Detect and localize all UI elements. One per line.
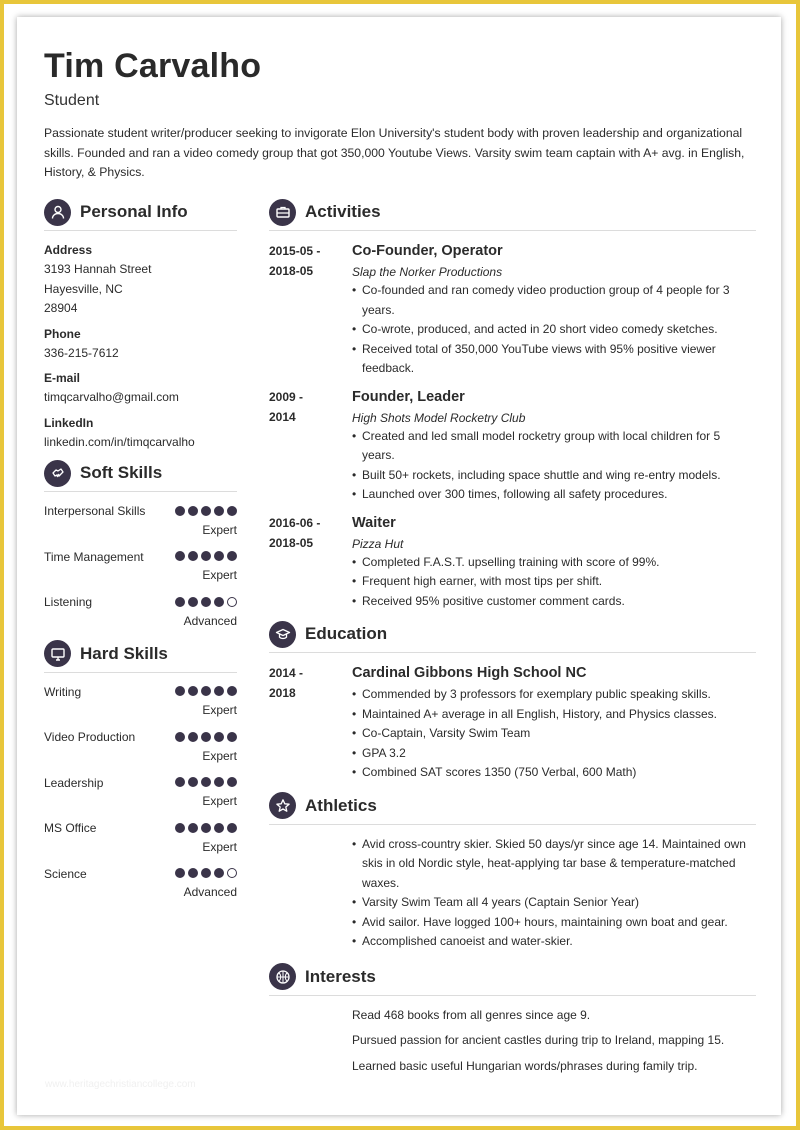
skill-item xyxy=(44,774,237,811)
rating-dot xyxy=(227,597,237,607)
skill-row xyxy=(44,502,237,522)
soft-skills-title: Soft Skills xyxy=(80,463,163,482)
entry-title: Co-Founder, Operator xyxy=(352,243,503,259)
education-section xyxy=(269,619,756,783)
user-icon xyxy=(44,199,71,226)
skill-rating xyxy=(175,819,237,833)
bullet-item: • Varsity Swim Team all 4 years (Captain Senior Year) xyxy=(352,893,756,913)
section-divider xyxy=(269,652,756,653)
rating-dot xyxy=(188,506,198,516)
date-end: 2014 xyxy=(269,409,296,424)
rating-dot xyxy=(201,868,211,878)
handshake-icon xyxy=(44,460,71,487)
rating-dot xyxy=(175,551,185,561)
skill-item xyxy=(44,502,237,539)
skill-item xyxy=(44,593,237,630)
rating-dot xyxy=(227,506,237,516)
skill-level: Expert xyxy=(202,703,237,717)
resume-name: Tim Carvalho xyxy=(44,47,262,85)
hard-skills-list xyxy=(44,683,237,902)
athletics-header xyxy=(269,791,756,821)
soft-skills-header xyxy=(44,458,237,488)
athletics-section xyxy=(269,791,756,952)
section-divider xyxy=(44,491,237,492)
skill-rating xyxy=(175,865,237,879)
skill-row xyxy=(44,774,237,794)
linkedin-label: LinkedIn xyxy=(44,415,94,430)
athletics-list xyxy=(352,835,756,952)
skill-name: Time Management xyxy=(44,549,144,564)
rating-dot xyxy=(188,868,198,878)
rating-dot xyxy=(188,686,198,696)
entry-organization: Pizza Hut xyxy=(352,536,404,551)
skill-row xyxy=(44,865,237,885)
skill-row xyxy=(44,819,237,839)
date-start: 2014 - xyxy=(269,666,304,680)
bullet-item: • Avid sailor. Have logged 100+ hours, maintaining own boat and gear. xyxy=(352,913,756,933)
skill-rating xyxy=(175,728,237,742)
bullet-list xyxy=(352,281,756,379)
hard-skills-section xyxy=(44,639,237,902)
bullet-item: • Maintained A+ average in all English, History, and Physics classes. xyxy=(352,705,756,725)
rating-dot xyxy=(188,823,198,833)
entry xyxy=(269,387,756,505)
bullet-item: • Received 95% positive customer comment cards. xyxy=(352,592,756,612)
skill-rating xyxy=(175,774,237,788)
section-divider xyxy=(44,672,237,673)
address-line: Hayesville, NC xyxy=(44,281,123,296)
email-block xyxy=(44,369,237,408)
watermark: www.heritagechristiancollege.com xyxy=(45,1079,196,1090)
education-list xyxy=(269,663,756,783)
skill-row xyxy=(44,683,237,703)
rating-dot xyxy=(175,777,185,787)
linkedin-block xyxy=(44,414,237,453)
skill-level: Expert xyxy=(202,568,237,582)
rating-dot xyxy=(214,868,224,878)
graduation-cap-icon xyxy=(269,621,296,648)
section-divider xyxy=(269,824,756,825)
rating-dot xyxy=(188,597,198,607)
briefcase-icon xyxy=(269,199,296,226)
skill-level: Advanced xyxy=(183,885,237,899)
rating-dot xyxy=(214,732,224,742)
rating-dot xyxy=(201,686,211,696)
entry-body xyxy=(352,387,756,505)
skill-level: Expert xyxy=(202,839,237,854)
skill-name: Leadership xyxy=(44,775,104,790)
bullet-item: • Launched over 300 times, following all safety procedures. xyxy=(352,485,756,505)
date-start: 2009 - xyxy=(269,389,304,404)
address-block xyxy=(44,241,237,319)
hard-skills-header xyxy=(44,639,237,669)
date-end: 2018 xyxy=(269,686,296,700)
skill-row xyxy=(44,548,237,568)
entry-date xyxy=(269,241,352,379)
entry-date xyxy=(269,387,352,505)
rating-dot xyxy=(227,732,237,742)
skill-name: Writing xyxy=(44,684,82,699)
entry xyxy=(269,241,756,379)
linkedin-value[interactable]: linkedin.com/in/timqcarvalho xyxy=(44,434,195,449)
rating-dot xyxy=(214,506,224,516)
rating-dot xyxy=(214,551,224,561)
athletics-title: Athletics xyxy=(305,795,377,815)
rating-dot xyxy=(201,777,211,787)
entry-date xyxy=(269,513,352,612)
star-icon xyxy=(269,792,296,819)
phone-block xyxy=(44,325,237,364)
hard-skills-title: Hard Skills xyxy=(80,643,168,663)
entry xyxy=(269,663,756,783)
entry-body xyxy=(352,663,756,783)
soft-skills-list xyxy=(44,502,237,630)
bullet-item: • Created and led small model rocketry group with local children for 5 years. xyxy=(352,427,756,466)
rating-dot xyxy=(188,551,198,561)
rating-dot xyxy=(175,686,185,696)
bullet-item: • Built 50+ rockets, including space shuttle and wing re-entry models. xyxy=(352,466,756,486)
rating-dot xyxy=(175,506,185,516)
rating-dot xyxy=(227,551,237,561)
entry-organization: Slap the Norker Productions xyxy=(352,265,503,279)
bullet-item: • GPA 3.2 xyxy=(352,744,756,764)
skill-item xyxy=(44,819,237,856)
skill-level: Expert xyxy=(202,748,237,763)
skill-level: Expert xyxy=(202,522,237,537)
left-column xyxy=(44,197,237,910)
bullet-item: • Completed F.A.S.T. upselling training with score of 99%. xyxy=(352,553,756,573)
date-start: 2016-06 - xyxy=(269,515,321,530)
bullet-item: • Co-wrote, produced, and acted in 20 short video comedy sketches. xyxy=(352,320,756,340)
date-end: 2018-05 xyxy=(269,535,314,550)
rating-dot xyxy=(227,777,237,787)
entry-body xyxy=(352,513,756,612)
skill-name: MS Office xyxy=(44,821,97,835)
date-start: 2015-05 - xyxy=(269,244,321,258)
right-column xyxy=(269,197,756,1082)
skill-rating xyxy=(175,548,237,562)
personal-info-title: Personal Info xyxy=(80,202,188,221)
skill-level: Advanced xyxy=(183,613,237,628)
rating-dot xyxy=(201,551,211,561)
bullet-item: • Co-founded and ran comedy video production group of 4 people for 3 years. xyxy=(352,281,756,320)
entry-date xyxy=(269,663,352,783)
interests-section xyxy=(269,962,756,1077)
email-value[interactable]: timqcarvalho@gmail.com xyxy=(44,390,179,404)
phone-value: 336-215-7612 xyxy=(44,345,119,360)
activities-section xyxy=(269,197,756,611)
resume-summary: Passionate student writer/producer seeking to invigorate Elon University's student body with proven leadership and organizational skills. Founded and ran a video comedy group that got 350,000 Youtube Views. Varsity swim team captain with A+ avg. in English, History, & Physics. xyxy=(44,126,745,179)
date-end: 2018-05 xyxy=(269,264,314,278)
interests-title: Interests xyxy=(305,966,376,986)
skill-name: Science xyxy=(44,866,87,881)
skill-rating xyxy=(175,593,237,607)
rating-dot xyxy=(214,777,224,787)
bullet-item: • Avid cross-country skier. Skied 50 days/yr since age 14. Maintained own skis in old Nordic style, heat-applying tar base & temperature-matched waxes. xyxy=(352,835,756,894)
entry-title: Founder, Leader xyxy=(352,388,465,405)
rating-dot xyxy=(175,597,185,607)
address-line: 3193 Hannah Street xyxy=(44,262,152,276)
bullet-item: • Received total of 350,000 YouTube views with 95% positive viewer feedback. xyxy=(352,340,756,379)
skill-item xyxy=(44,728,237,765)
rating-dot xyxy=(188,777,198,787)
skill-item xyxy=(44,683,237,720)
skill-name: Interpersonal Skills xyxy=(44,504,146,518)
rating-dot xyxy=(214,823,224,833)
rating-dot xyxy=(214,597,224,607)
skill-name: Video Production xyxy=(44,730,136,744)
personal-info-section xyxy=(44,197,237,452)
activities-header xyxy=(269,197,756,227)
rating-dot xyxy=(201,506,211,516)
bullet-item: • Combined SAT scores 1350 (750 Verbal, 600 Math) xyxy=(352,763,756,783)
interest-item: Read 468 books from all genres since age 9. xyxy=(352,1007,591,1022)
activities-title: Activities xyxy=(305,202,381,221)
skill-row xyxy=(44,728,237,748)
skill-level: Expert xyxy=(202,794,237,808)
entry-body xyxy=(352,241,756,379)
rating-dot xyxy=(188,732,198,742)
section-divider xyxy=(269,995,756,996)
interests-header xyxy=(269,962,756,992)
resume-role: Student xyxy=(44,92,100,109)
rating-dot xyxy=(201,597,211,607)
skill-rating xyxy=(175,502,237,516)
education-title: Education xyxy=(305,624,388,643)
rating-dot xyxy=(214,686,224,696)
skill-row xyxy=(44,593,237,613)
address-label: Address xyxy=(44,243,93,257)
bullet-list xyxy=(352,553,756,612)
rating-dot xyxy=(227,686,237,696)
entry-title: Cardinal Gibbons High School NC xyxy=(352,665,587,681)
bullet-item: • Frequent high earner, with most tips per shift. xyxy=(352,572,756,592)
interest-item: Pursued passion for ancient castles during trip to Ireland, mapping 15. xyxy=(352,1033,725,1047)
rating-dot xyxy=(175,732,185,742)
interests-list xyxy=(269,1006,756,1077)
rating-dot xyxy=(175,868,185,878)
rating-dot xyxy=(227,823,237,833)
rating-dot xyxy=(175,823,185,833)
bullet-item: • Commended by 3 professors for exemplary public speaking skills. xyxy=(352,685,756,705)
interest-item: Learned basic useful Hungarian words/phrases during family trip. xyxy=(352,1058,698,1073)
education-header xyxy=(269,619,756,649)
monitor-icon xyxy=(44,640,71,667)
email-label: E-mail xyxy=(44,371,81,385)
activities-list xyxy=(269,241,756,611)
rating-dot xyxy=(201,823,211,833)
page-frame xyxy=(4,4,796,1126)
bullet-item: • Accomplished canoeist and water-skier. xyxy=(352,932,756,952)
rating-dot xyxy=(227,868,237,878)
skill-item xyxy=(44,865,237,902)
rating-dot xyxy=(201,732,211,742)
basketball-icon xyxy=(269,963,296,990)
entry-organization: High Shots Model Rocketry Club xyxy=(352,410,526,425)
address-line: 28904 xyxy=(44,301,78,315)
phone-label: Phone xyxy=(44,326,81,341)
bullet-list xyxy=(352,427,756,505)
bullet-item: • Co-Captain, Varsity Swim Team xyxy=(352,724,756,744)
soft-skills-section xyxy=(44,458,237,630)
entry xyxy=(269,513,756,612)
skill-name: Listening xyxy=(44,595,93,609)
resume-page xyxy=(17,17,781,1115)
section-divider xyxy=(269,230,756,231)
entry-title: Waiter xyxy=(352,514,396,531)
personal-info-header xyxy=(44,197,237,227)
skill-rating xyxy=(175,683,237,697)
bullet-list xyxy=(352,685,756,783)
section-divider xyxy=(44,230,237,231)
skill-item xyxy=(44,548,237,585)
